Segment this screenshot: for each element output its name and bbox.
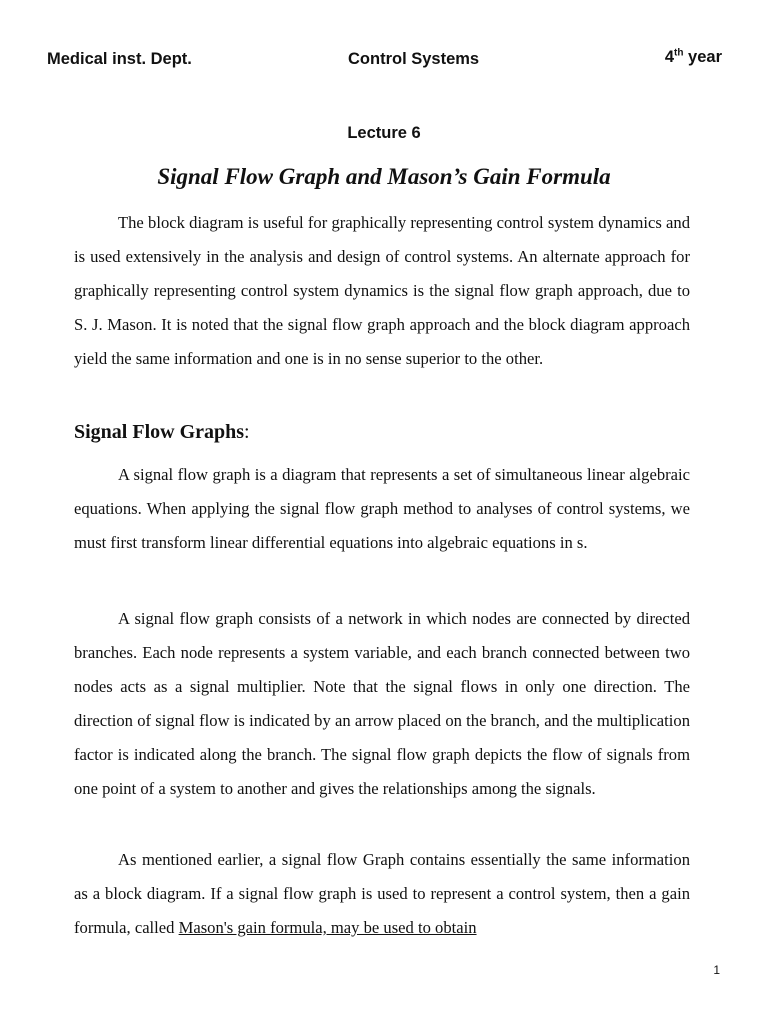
header-course: Control Systems [348,50,480,68]
paragraph-masons-formula [74,843,690,945]
section-heading-text: Signal Flow Graphs [74,421,245,443]
paragraph-masons-text: As mentioned earlier, a signal flow Graph contains essentially the same information as a block diagram. If a signal flow graph is used to represent a control system, then a gain formula, called [74,850,690,937]
header-year-word: year [688,48,722,66]
header-year-number: 4 [664,48,674,66]
header-year-superscript: th [674,47,684,59]
paragraph-structure: A signal flow graph consists of a network in which nodes are connected by directed branches. Each node represents a system variable, and each branch connected between two nodes acts as a signal multiplier. Note that the signal flows in only one direction. The direction of signal flow is indicated by an arrow placed on the branch, and the multiplication factor is indicated along the branch. The signal flow graph depicts the flow of signals from one point of a system to another and gives the relationships among the signals. [74,609,690,798]
paragraph-intro: The block diagram is useful for graphically representing control system dynamics and is used extensively in the analysis and design of control systems. An alternate approach for graphically representing control system dynamics is the signal flow graph approach, due to S. J. Mason. It is noted that the signal flow graph approach and the block diagram approach yield the same information and one is in no sense superior to the other. [74,213,690,368]
section-heading-colon: : [244,421,250,443]
masons-gain-formula-underlined: Mason's gain formula, may be used to obtain [178,918,477,937]
lecture-number: Lecture 6 [347,124,421,142]
page-number: 1 [713,963,720,977]
header-department: Medical inst. Dept. [47,50,192,68]
header-year [665,48,722,67]
page-title: Signal Flow Graph and Mason’s Gain Formula [157,164,611,189]
paragraph-definition: A signal flow graph is a diagram that represents a set of simultaneous linear algebraic equations. When applying the signal flow graph method to analyses of control systems, we must first transform linear differential equations into algebraic equations in s. [74,465,690,552]
section-heading [74,421,250,444]
page-header [0,48,768,76]
